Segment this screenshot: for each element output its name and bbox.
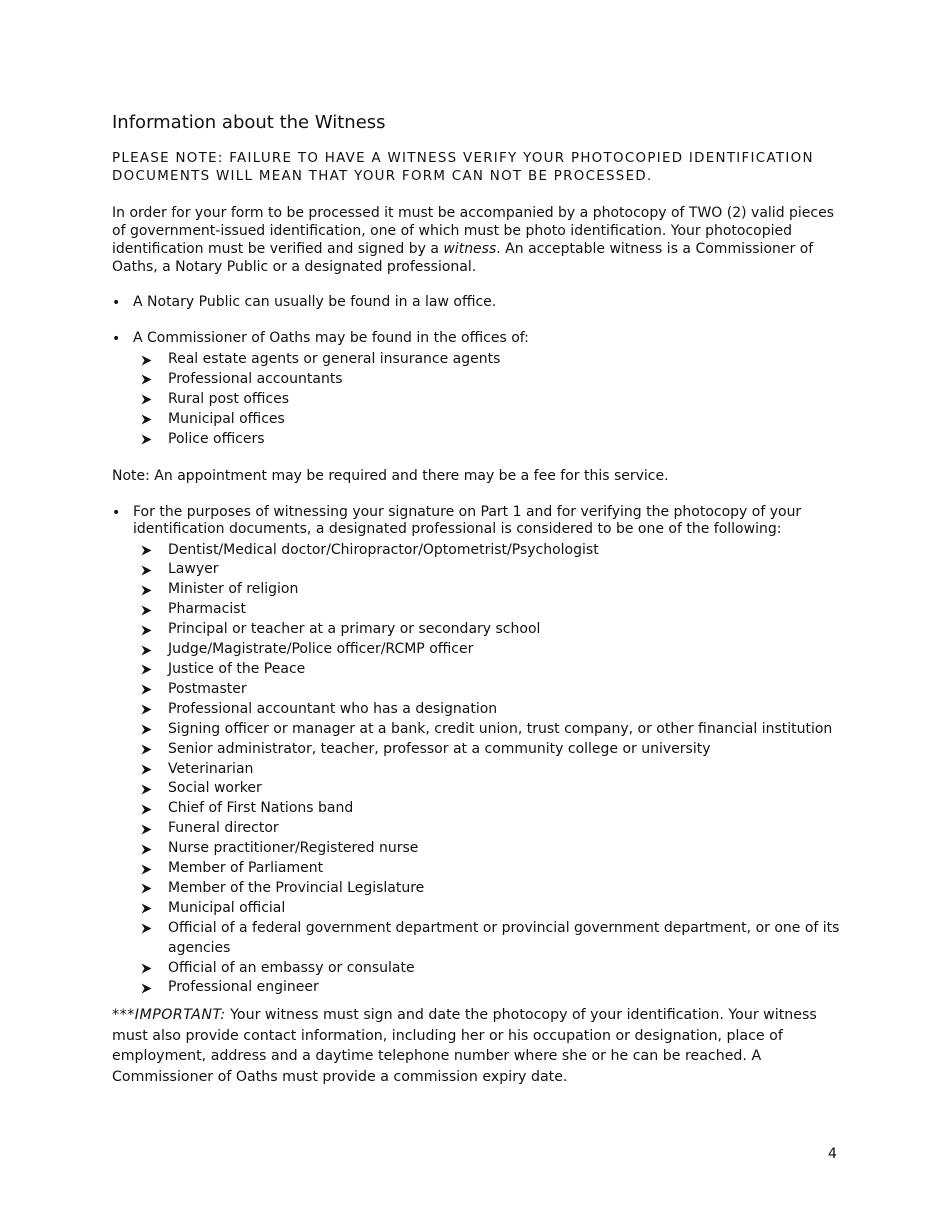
list-item [141,799,840,819]
arrowhead-bullet-icon [141,959,155,979]
notary-bullet [112,294,840,311]
list-item [141,620,840,640]
witness-bullet-list [112,294,840,450]
list-item-text: Municipal official [168,899,286,916]
list-item-text: Police officers [168,430,265,447]
list-item [141,640,840,660]
list-item-text: Real estate agents or general insurance agents [168,351,501,367]
arrowhead-bullet-icon [141,560,155,580]
list-item [141,740,840,760]
please-note-warning: PLEASE NOTE: FAILURE TO HAVE A WITNESS VERIFY YOUR PHOTOCOPIED IDENTIFICATION DOCUMENTS WILL MEAN THAT YOUR FORM CAN NOT BE PROCESSED. [112,151,814,184]
list-item [141,370,840,390]
list-item [141,720,840,740]
section-heading: Information about the Witness [112,112,386,133]
notary-bullet-text: A Notary Public can usually be found in a law office. [133,294,497,310]
list-item-text: Postmaster [168,680,247,697]
list-item [141,919,840,959]
intro-text-part1: In order for your form to be processed it must be accompanied by a photocopy of TWO (2) valid pieces of government-issued identification, one of which must be photo identification. Your photocopied identification must be verified and signed by a [112,205,835,257]
list-item-text: Signing officer or manager at a bank, credit union, trust company, or other financial institution [168,720,833,737]
list-item-text: Rural post offices [168,390,290,407]
list-item [141,819,840,839]
list-item [141,839,840,859]
list-item [141,700,840,720]
list-item [141,430,840,450]
arrowhead-bullet-icon [141,799,155,819]
appointment-note: Note: An appointment may be required and there may be a fee for this service. [112,467,669,484]
arrowhead-bullet-icon [141,541,155,561]
page-number: 4 [828,1146,837,1162]
list-item-text: Professional accountant who has a designation [168,700,498,717]
arrowhead-bullet-icon [141,390,155,410]
bullet-dot-icon: • [112,504,121,521]
list-item [141,580,840,600]
list-item-text: Chief of First Nations band [168,800,354,817]
list-item-text: Minister of religion [168,581,299,598]
list-item [141,660,840,680]
list-item [141,680,840,700]
arrowhead-bullet-icon [141,660,155,680]
arrowhead-bullet-icon [141,600,155,620]
page-content [112,111,840,1087]
commissioner-bullet [112,330,840,450]
list-item [141,879,840,899]
list-item [141,978,840,998]
list-item-text: Justice of the Peace [168,660,306,677]
important-text: Your witness must sign and date the photocopy of your identification. Your witness must also provide contact information, including her or his occupation or designation, place of employment, address and a daytime telephone number where she or he can be reached. A Commissioner of Oaths must provide a commission expiry date. [112,1007,817,1085]
list-item-text: Lawyer [168,561,219,578]
bullet-dot-icon: • [112,295,121,311]
list-item-text: Official of an embassy or consulate [168,959,415,976]
commissioner-bullet-text: A Commissioner of Oaths may be found in the offices of: [133,330,529,346]
list-item [141,390,840,410]
list-item-text: Municipal offices [168,410,285,427]
designated-professionals-list [141,541,840,999]
list-item-text: Nurse practitioner/Registered nurse [168,840,419,857]
arrowhead-bullet-icon [141,430,155,450]
list-item [141,410,840,430]
arrowhead-bullet-icon [141,580,155,600]
arrowhead-bullet-icon [141,370,155,390]
list-item-text: Social worker [168,780,262,797]
list-item-text: Veterinarian [168,760,254,777]
arrowhead-bullet-icon [141,760,155,780]
list-item [141,560,840,580]
list-item [141,541,840,561]
bullet-dot-icon: • [112,331,121,347]
list-item [141,760,840,780]
list-item-text: Senior administrator, teacher, professor at a community college or university [168,740,711,757]
arrowhead-bullet-icon [141,919,155,939]
professional-bullet [112,504,840,999]
list-item-text: Professional accountants [168,370,343,387]
intro-paragraph [112,204,840,276]
list-item-text: Dentist/Medical doctor/Chiropractor/Optometrist/Psychologist [168,541,599,558]
arrowhead-bullet-icon [141,640,155,660]
commissioner-offices-list [141,350,840,450]
arrowhead-bullet-icon [141,879,155,899]
arrowhead-bullet-icon [141,819,155,839]
arrowhead-bullet-icon [141,779,155,799]
arrowhead-bullet-icon [141,680,155,700]
arrowhead-bullet-icon [141,859,155,879]
list-item-text: Judge/Magistrate/Police officer/RCMP officer [168,641,474,658]
arrowhead-bullet-icon [141,700,155,720]
arrowhead-bullet-icon [141,720,155,740]
list-item [141,600,840,620]
list-item-text: Professional engineer [168,979,319,996]
list-item [141,899,840,919]
professional-bullet-text: For the purposes of witnessing your signature on Part 1 and for verifying the photocopy of your identification documents, a designated professional is considered to be one of the following: [133,503,802,537]
arrowhead-bullet-icon [141,620,155,640]
list-item [141,779,840,799]
arrowhead-bullet-icon [141,740,155,760]
list-item-text: Official of a federal government department or provincial government department, or one of its agencies [168,919,840,956]
important-label: ***IMPORTANT: [112,1007,226,1024]
list-item-text: Member of the Provincial Legislature [168,879,425,896]
list-item-text: Funeral director [168,820,279,837]
list-item [141,959,840,979]
arrowhead-bullet-icon [141,350,155,370]
arrowhead-bullet-icon [141,839,155,859]
list-item [141,350,840,370]
intro-text-part2: . An acceptable witness is a Commissioner of Oaths, a Notary Public or a designated professional. [112,241,814,275]
arrowhead-bullet-icon [141,410,155,430]
arrowhead-bullet-icon [141,978,155,998]
list-item [141,859,840,879]
professional-bullet-list [112,504,840,999]
arrowhead-bullet-icon [141,899,155,919]
important-notice [112,1005,840,1087]
intro-emphasis: witness [443,241,497,257]
list-item-text: Member of Parliament [168,860,324,877]
list-item-text: Pharmacist [168,601,246,618]
list-item-text: Principal or teacher at a primary or secondary school [168,621,541,638]
